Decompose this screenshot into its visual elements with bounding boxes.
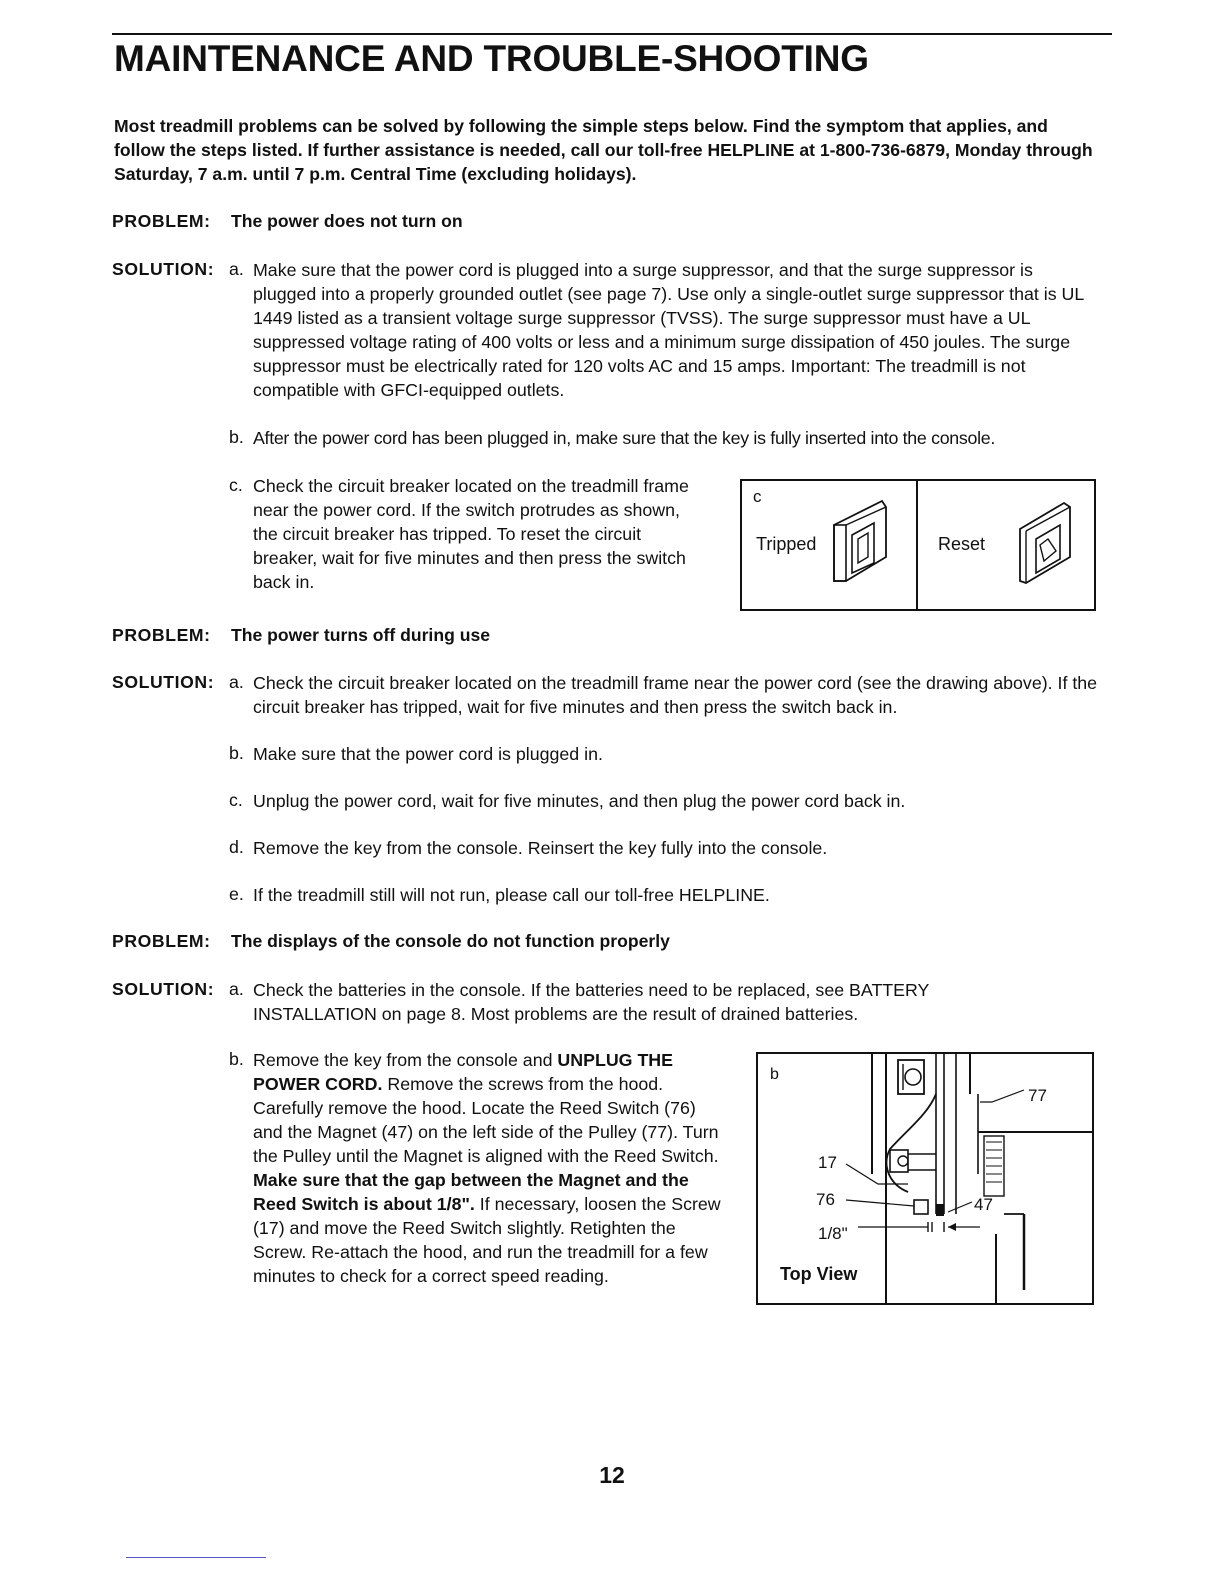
page-title: MAINTENANCE AND TROUBLE-SHOOTING [114,38,869,79]
step-text: Check the batteries in the console. If the batteries need to be replaced, see BATTERY INSTALLATION on page 8. Most problems are the result of drained batteries. [253,980,930,1024]
step-text: Remove the key from the console. Reinsert the key fully into the console. [253,838,828,858]
step-letter: c. [229,790,243,810]
step-text: Make sure that the power cord is plugged in. [253,744,603,764]
callout-77: 77 [1028,1086,1047,1105]
step-text: Check the circuit breaker located on the treadmill frame near the power cord (see the drawing above). If the circuit breaker has tripped, wait for five minutes and then press the switch back in. [253,673,1098,717]
step-letter: b. [229,1049,244,1069]
step-letter: e. [229,884,244,904]
top-rule [112,33,1112,35]
reset-label: Reset [938,534,986,554]
tripped-label: Tripped [756,534,817,554]
problem-label: PROBLEM: [112,625,211,645]
step-letter: b. [229,743,244,763]
solution-label: SOLUTION: [112,672,215,692]
reed-switch-figure [756,1052,1094,1305]
step-letter: a. [229,672,244,692]
callout-47: 47 [974,1195,993,1214]
callout-17: 17 [818,1153,837,1172]
figure-label: c [753,487,762,506]
step-letter: a. [229,259,244,279]
problem-label: PROBLEM: [112,211,211,231]
figure-divider [916,481,918,609]
figure-label: b [770,1066,779,1083]
step-text: After the power cord has been plugged in, make sure that the key is fully inserted into the console. [253,428,995,448]
callout-gap: 1/8" [818,1224,848,1243]
footer-line [126,1557,266,1558]
problem-label: PROBLEM: [112,931,211,951]
step-letter: c. [229,475,243,495]
step-text: Remove the key from the console and UNPLUG THE POWER CORD. Remove the screws from the hood. Carefully remove the hood. Locate the Reed Switch (76) and the Magnet (47) on the left side of the Pulley (77). Turn the Pulley until the Magnet is aligned with the Reed Switch. Make sure that the gap between the Magnet and the Reed Switch is about 1/8". If necessary, loosen the Screw (17) and move the Reed Switch slightly. Retighten the Screw. Re-attach the hood, and run the treadmill for a few minutes to check for a correct speed reading. [253,1050,721,1286]
step-text: Unplug the power cord, wait for five minutes, and then plug the power cord back in. [253,791,906,811]
circuit-breaker-figure [740,479,1096,611]
intro-paragraph: Most treadmill problems can be solved by following the simple steps below. Find the symptom that applies, and follow the steps listed. If further assistance is needed, call our toll-free HELPLINE at 1-800-736-6879, Monday through Saturday, 7 a.m. until 7 p.m. Central Time (excluding holidays). [114,116,1093,184]
step-text: If the treadmill still will not run, please call our toll-free HELPLINE. [253,885,770,905]
problem-title-power-off: The power turns off during use [231,625,491,645]
step-text: Make sure that the power cord is plugged into a surge suppressor, and that the surge suppressor is plugged into a properly grounded outlet (see page 7). Use only a single-outlet surge suppressor that is UL 1449 listed as a transient voltage surge suppressor (TVSS). The surge suppressor must have a UL suppressed voltage rating of 400 volts or less and a minimum surge dissipation of 450 joules. The surge suppressor must be electrically rated for 120 volts AC and 15 amps. Important: The treadmill is not compatible with GFCI-equipped outlets. [253,260,1084,400]
problem-title-power-not-on: The power does not turn on [231,211,463,231]
solution-label: SOLUTION: [112,979,215,999]
step-letter: b. [229,427,244,447]
step-text: Check the circuit breaker located on the treadmill frame near the power cord. If the switch protrudes as shown, the circuit breaker has tripped. To reset the circuit breaker, wait for five minutes and then press the switch back in. [253,476,689,592]
callout-76: 76 [816,1190,835,1209]
solution-label: SOLUTION: [112,259,215,279]
page-number: 12 [599,1462,625,1488]
tripped-switch-icon [830,495,896,585]
step-letter: a. [229,979,244,999]
reset-switch-icon [1014,495,1080,585]
problem-title-displays: The displays of the console do not function properly [231,931,670,951]
step-letter: d. [229,837,244,857]
figure-caption: Top View [780,1264,858,1284]
